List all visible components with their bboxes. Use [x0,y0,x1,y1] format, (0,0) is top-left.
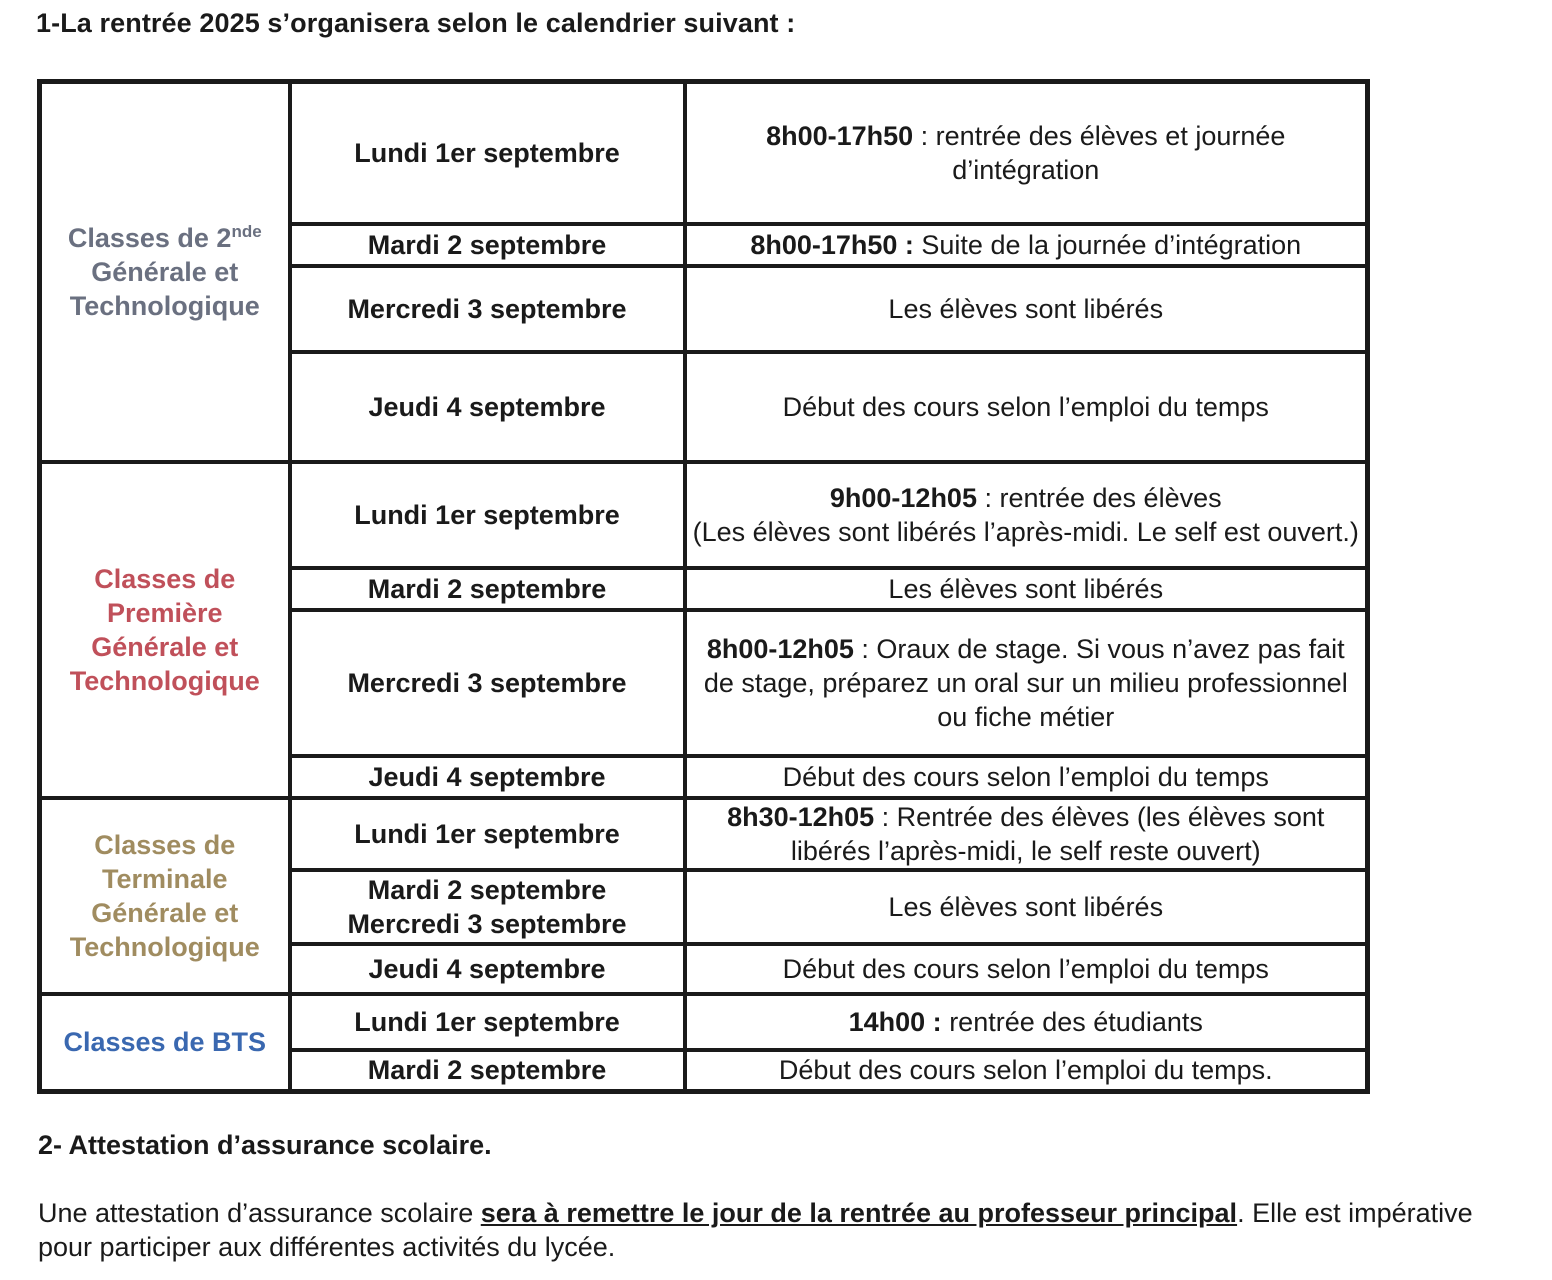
section-2-heading: 2- Attestation d’assurance scolaire. [38,1130,492,1160]
day-text-2: Mercredi 3 septembre [347,908,627,939]
table-row [40,798,1368,870]
group-label-rest: Générale et Technologique [69,256,260,321]
table-row [40,462,1368,568]
day-cell: Lundi 1er septembre [290,994,685,1050]
day-cell: Jeudi 4 septembre [290,944,685,994]
description-cell [685,568,1368,610]
description-cell [685,944,1368,994]
description-text: : Oraux de stage. Si vous n’avez pas fait de stage, préparez un oral sur un milieu professionnel ou fiche métier [703,633,1348,732]
time-range: 8h30-12h05 [727,801,875,832]
description-text: : Rentrée des élèves (les élèves sont libérés l’après-midi, le self reste ouvert) [790,801,1325,866]
description-cell [685,352,1368,462]
group-label-bts: Classes de BTS [40,994,290,1092]
description-text: Début des cours selon l’emploi du temps [782,761,1269,792]
time-range: 9h00-12h05 [829,482,977,513]
group-label-premiere: Classes de Première Générale et Technologique [40,462,290,798]
insurance-paragraph [38,1196,1508,1264]
day-text: Mardi 2 septembre [367,874,607,905]
description-cell [685,994,1368,1050]
description-note: (Les élèves sont libérés l’après-midi. Le self est ouvert.) [692,516,1359,547]
day-cell: Lundi 1er septembre [290,798,685,870]
day-cell: Mercredi 3 septembre [290,266,685,352]
description-cell [685,462,1368,568]
paragraph-underlined-text: sera à remettre le jour de la rentrée au professeur principal [480,1198,1238,1228]
description-text: Les élèves sont libérés [888,891,1164,922]
description-cell [685,798,1368,870]
table-row [40,994,1368,1050]
description-text: : rentrée des élèves [976,482,1222,513]
description-text: Début des cours selon l’emploi du temps. [778,1055,1273,1086]
group-label-sup: nde [231,221,262,241]
time-range: 8h00-17h50 : [750,229,914,260]
time-range: 8h00-17h50 [766,120,914,151]
day-cell: Mercredi 3 septembre [290,610,685,756]
time-range: 8h00-12h05 [706,633,854,664]
description-text: Les élèves sont libérés [888,573,1164,604]
description-text: rentrée des étudiants [941,1006,1203,1037]
group-label-main: Classes de 2 [67,222,232,253]
description-cell [685,1050,1368,1092]
day-cell: Mardi 2 septembre [290,568,685,610]
description-cell [685,82,1368,224]
group-label-seconde [40,82,290,462]
section-1-heading: 1-La rentrée 2025 s’organisera selon le calendrier suivant : [36,8,796,38]
paragraph-text-before: Une attestation d’assurance scolaire [38,1198,481,1228]
description-cell [685,610,1368,756]
description-cell [685,756,1368,798]
day-cell: Mardi 2 septembre [290,1050,685,1092]
day-cell: Lundi 1er septembre [290,462,685,568]
description-cell [685,266,1368,352]
description-cell [685,870,1368,944]
table-row [40,82,1368,224]
description-text: Début des cours selon l’emploi du temps [782,953,1269,984]
day-cell: Mardi 2 septembre [290,224,685,266]
description-cell [685,224,1368,266]
day-cell [290,870,685,944]
group-label-terminale: Classes de Terminale Générale et Technologique [40,798,290,994]
description-text: Début des cours selon l’emploi du temps [782,391,1269,422]
description-text: : rentrée des élèves et journée d’intégration [913,120,1286,185]
time-range: 14h00 : [848,1006,942,1037]
day-cell: Jeudi 4 septembre [290,352,685,462]
description-text: Suite de la journée d’intégration [913,229,1302,260]
day-cell: Jeudi 4 septembre [290,756,685,798]
description-text: Les élèves sont libérés [888,293,1164,324]
paragraph-text-after: . Elle est impérative pour participer aux différentes activités du lycée. [38,1198,1473,1262]
day-cell: Lundi 1er septembre [290,82,685,224]
schedule-table [37,79,1370,1094]
